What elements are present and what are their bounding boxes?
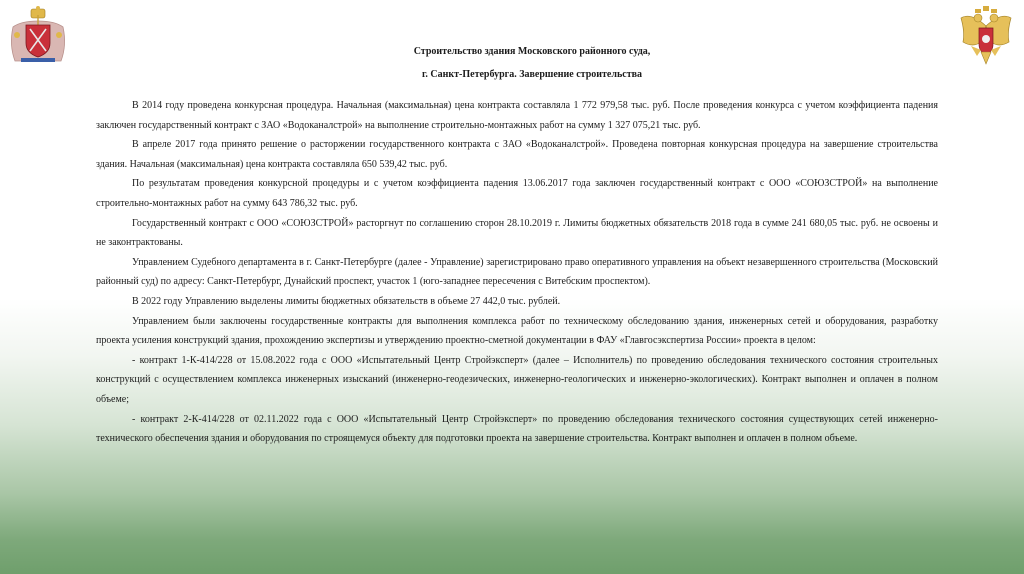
paragraph: В апреле 2017 года принято решение о расторжении государственного контракта с ЗАО «Водоканалстрой». Проведена повторная конкурсная процедура на завершение строительства здания. Начальная (максимальная) цена контракта составляла 650 539,42 тыс. руб. <box>96 139 938 170</box>
paragraph: Управлением были заключены государственные контракты для выполнения комплекса работ по техническому обследованию здания, инженерных сетей и оборудования, разработку проекта усиления конструкций здания, прохождению экспертизы и утверждению проектно-сметной документации в ФАУ «Главгосэкспертиза России» проекта в целом: <box>96 315 938 347</box>
saint-petersburg-coat-of-arms-icon <box>7 5 69 67</box>
page-title: Строительство здания Московского районного суда, <box>413 46 651 57</box>
paragraph: По результатам проведения конкурсной процедуры и с учетом коэффициента падения 13.06.2017 года заключен государственный контракт с ООО «СОЮЗСТРОЙ» на выполнение строительно-монтажных работ на сумму 643 786,32 тыс. руб. <box>96 178 938 209</box>
document-body <box>96 96 938 449</box>
paragraph: Государственный контракт с ООО «СОЮЗСТРОЙ» расторгнут по соглашению сторон 28.10.2019 г. Лимиты бюджетных обязательств 2018 года в сумме 241 680,05 тыс. руб. не освоены и не законтрактованы. <box>96 217 938 249</box>
list-item: - контракт 1-К-414/228 от 15.08.2022 года с ООО «Испытательный Центр Стройэксперт» (далее – Исполнитель) по проведению обследования технического состояния строительных конструкций с осуществлением комплекса инженерных изысканий (инженерно-геодезических, инженерно-геологических и инженерно-экологических). Контракт выполнен и оплачен в полном объеме; <box>96 354 938 405</box>
russian-double-headed-eagle-emblem-icon <box>957 6 1015 68</box>
paragraph: В 2014 году проведена конкурсная процедура. Начальная (максимальная) цена контракта составляла 1 772 979,58 тыс. руб. После проведения конкурса с учетом коэффициента падения заключен государственный контракт с ЗАО «Водоканалстрой» на выполнение строительно-монтажных работ на сумму 1 327 075,21 тыс. руб. <box>96 100 938 131</box>
page-subtitle: г. Санкт-Петербурга. Завершение строительства <box>421 69 643 80</box>
list-item: - контракт 2-К-414/228 от 02.11.2022 года с ООО «Испытательный Центр Стройэксперт» по проведению обследования технического состояния существующих сетей инженерно-технического обеспечения здания и оборудования по строящемуся объекту для подготовки проекта на завершение строительства. Контракт выполнен и оплачен в полном объеме. <box>96 413 938 445</box>
paragraph: Управлением Судебного департамента в г. Санкт-Петербурге (далее - Управление) зарегистрировано право оперативного управления на объект незавершенного строительства (Московский районный суд) по адресу: Санкт-Петербург, Дунайский проспект, участок 1 (юго-западнее пересечения с Витебским проспектом). <box>96 256 938 288</box>
paragraph: В 2022 году Управлению выделены лимиты бюджетных обязательств в объеме 27 442,0 тыс. рублей. <box>132 295 561 307</box>
